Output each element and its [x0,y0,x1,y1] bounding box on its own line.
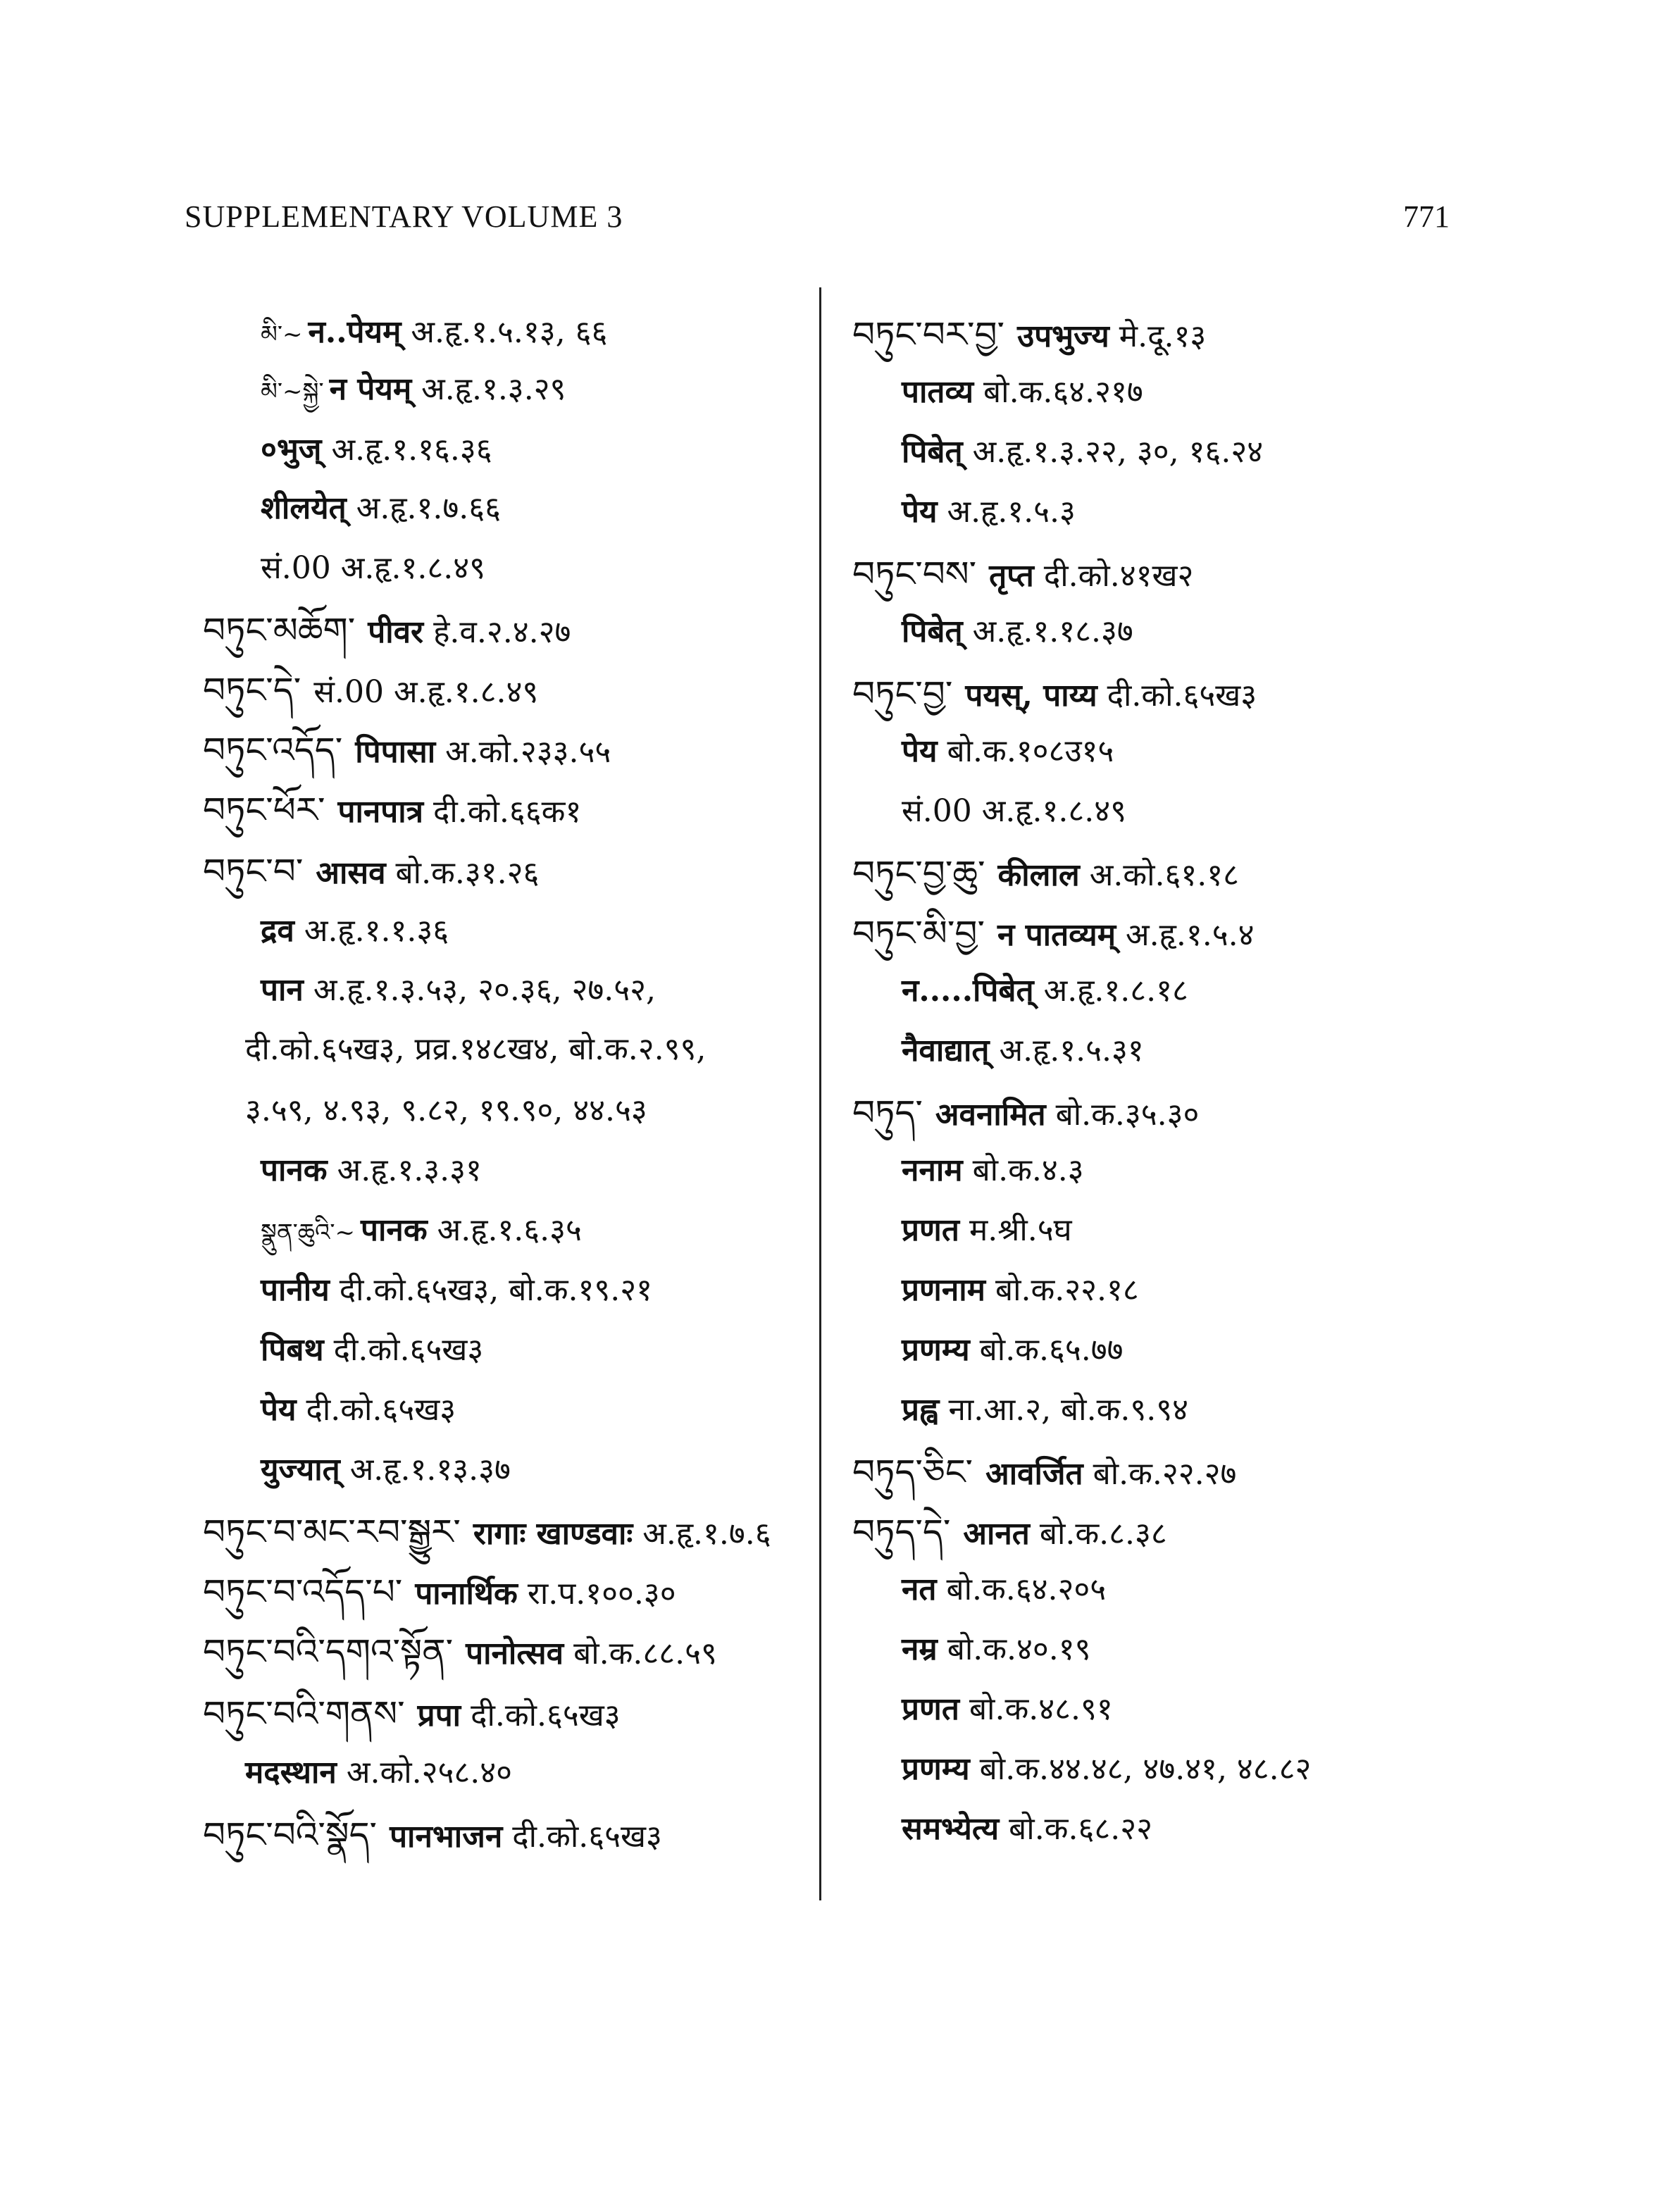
dictionary-entry [852,673,1257,714]
source-reference: बो.क.१०८उ१५ [947,733,1114,769]
tibetan-headword: བཏུང་བྱ་ [852,673,953,714]
dictionary-entry [902,1392,1188,1428]
source-reference: दी.को.६५ख३ [471,1698,621,1733]
source-reference: बो.क.३५.३० [1055,1097,1200,1133]
sanskrit-equivalent: मदस्थान [245,1755,337,1791]
sanskrit-equivalent: पीवर [368,614,424,650]
source-reference: बो.क.२२.२७ [1093,1456,1237,1492]
sanskrit-equivalent: न पातव्यम् [997,917,1116,953]
sanskrit-equivalent: प्रणत [902,1691,959,1727]
dictionary-entry [902,1152,1084,1188]
sanskrit-equivalent: शीलयेत् [261,490,347,526]
sanskrit-equivalent: पेय [261,1392,297,1428]
source-reference: अ.हृ.१.३.५३, २०.३६, २७.५२, [313,972,657,1008]
sanskrit-equivalent: नत [902,1571,937,1607]
source-reference: सं.00 अ.हृ.१.८.४९ [313,674,539,710]
sanskrit-equivalent: न पेयम् [329,371,412,407]
dictionary-entry [852,1092,1200,1133]
dictionary-entry [902,374,1143,410]
source-reference: ना.आ.२, बो.क.९.९४ [948,1392,1188,1428]
source-reference: अ.को.२३३.५५ [445,734,611,770]
dictionary-entry [902,793,1126,829]
dictionary-entry [261,550,485,586]
source-reference: बो.क.४४.४८, ४७.४१, ४८.८२ [979,1751,1312,1787]
dictionary-entry [852,853,1239,894]
tibetan-headword: བཏུང་ཕོར་ [203,790,325,830]
dictionary-entry [203,610,571,651]
source-reference: बो.क.४८.९१ [969,1691,1113,1727]
sanskrit-equivalent: पानक [361,1212,428,1248]
sanskrit-equivalent: पिबेत् [902,614,963,649]
dictionary-entry [261,314,608,350]
sanskrit-equivalent: पयस्, पाय्य [965,678,1097,714]
dictionary-entry [203,1571,676,1612]
dictionary-entry [902,1272,1139,1308]
dictionary-entry [261,1452,511,1488]
source-reference: रा.प.१००.३० [527,1576,676,1612]
dictionary-entry [261,490,502,526]
source-reference: अ.हृ.१.१३.३७ [349,1452,511,1488]
dictionary-entry [261,1212,582,1248]
dictionary-entry [203,1631,717,1672]
sanskrit-equivalent: पिबथ [261,1332,324,1368]
tibetan-headword: མི་~ [261,320,303,349]
sanskrit-equivalent: नैवाद्यात् [902,1033,990,1069]
source-reference: बो.क.८८.५९ [573,1636,717,1671]
tibetan-headword: བཏུང་བས་ [852,554,977,594]
tibetan-headword: བཏུང་བའི་གནས་ [203,1693,405,1734]
source-reference: बो.क.६५.७७ [979,1332,1124,1368]
sanskrit-equivalent: न..पेयम् [308,314,402,350]
dictionary-entry [261,1272,653,1308]
dictionary-entry [203,1514,771,1550]
dictionary-entry [245,1031,707,1067]
dictionary-entry [902,616,1133,647]
column-divider [819,287,821,1900]
tibetan-headword: སྣུན་ཆུའི་~ [261,1219,356,1247]
tibetan-headword: བཏུང་བར་བྱ་ [852,314,1005,355]
sanskrit-equivalent: तृप्त [989,558,1034,594]
tibetan-headword: བཏུང་བྱ་ཆུ་ [852,853,985,894]
source-reference: बो.क.६८.२२ [1009,1811,1152,1847]
source-reference: बो.क.४.३ [972,1152,1084,1188]
tibetan-headword: བཏུང་དེ་ [203,670,301,711]
sanskrit-equivalent: नम्र [902,1631,938,1667]
source-reference: बो.क.८.३८ [1039,1516,1167,1552]
dictionary-entry [261,972,657,1008]
dictionary-entry [902,1033,1144,1069]
source-reference: म.श्री.५घ [969,1212,1072,1248]
source-reference: अ.हृ.१.१.३६ [304,913,449,949]
source-reference: सं.00 अ.हृ.१.८.४९ [902,793,1126,829]
sanskrit-equivalent: ०भुज् [261,432,322,468]
sanskrit-equivalent: ननाम [902,1152,963,1188]
source-reference: बो.क.६४.२१७ [983,374,1143,410]
dictionary-entry [261,1332,484,1368]
sanskrit-equivalent: आसव [316,855,386,891]
sanskrit-equivalent: पेय [902,494,938,530]
tibetan-headword: བཏུད་ཅིང་ [852,1452,973,1493]
sanskrit-equivalent: पानभाजन [390,1819,503,1855]
dictionary-entry [261,1152,482,1188]
source-reference: दी.को.६५ख३ [306,1392,456,1428]
source-reference: सं.00 अ.हृ.१.८.४९ [261,550,485,586]
tibetan-headword: བཏུང་འདོད་ [203,730,343,771]
source-reference: अ.हृ.१.७.६ [642,1516,771,1552]
tibetan-headword: བཏུང་བའི་སྣོད་ [203,1814,378,1855]
running-header: SUPPLEMENTARY VOLUME 3 [185,199,623,234]
source-reference: अ.हृ.१.१६.३६ [331,432,492,468]
source-reference: बो.क.३१.२६ [395,855,540,891]
sanskrit-equivalent: पानपात्र [337,794,423,830]
source-reference: दी.को.६५ख३ [333,1332,484,1368]
dictionary-entry [203,1814,662,1855]
sanskrit-equivalent: पानीय [261,1272,330,1308]
dictionary-entry [902,733,1114,769]
tibetan-headword: བཏུང་བ་མང་རབ་སྒྱུར་ [203,1512,461,1552]
dictionary-entry [852,1514,1167,1550]
source-reference: अ.को.६१.१८ [1089,857,1239,893]
dictionary-entry [902,434,1264,470]
sanskrit-equivalent: प्रणनाम [902,1272,985,1308]
sanskrit-equivalent: पिबेत् [902,434,963,470]
source-reference: दी.को.६५ख३, प्रव्र.१४८ख४, बो.क.२.९९, [245,1031,707,1067]
source-reference: बो.क.४०.१९ [947,1631,1091,1667]
source-reference: ३.५९, ४.९३, ९.८२, १९.९०, ४४.५३ [245,1092,647,1128]
source-reference: अ.हृ.१.५.३ [947,494,1076,530]
sanskrit-equivalent: पानोत्सव [466,1636,564,1671]
dictionary-entry [902,1631,1091,1667]
tibetan-headword: བཏུང་བ་ [203,851,304,892]
source-reference: हे.व.२.४.२७ [433,614,571,650]
dictionary-entry [203,851,540,892]
sanskrit-equivalent: पानक [261,1152,328,1188]
sanskrit-equivalent: प्रणम्य [902,1332,970,1368]
dictionary-entry [852,556,1193,592]
source-reference: अ.हृ.१.६.३५ [437,1212,582,1248]
dictionary-entry [852,1452,1237,1493]
dictionary-entry [902,1811,1152,1847]
sanskrit-equivalent: रागाः खाण्डवाः [473,1516,633,1552]
source-reference: अ.हृ.१.७.६६ [356,490,502,526]
source-reference: मे.दू.१३ [1119,318,1207,354]
sanskrit-equivalent: पेय [902,733,938,769]
tibetan-headword: བཏུང་བ་འདོད་པ་ [203,1571,403,1612]
dictionary-entry [852,314,1207,355]
source-reference: अ.को.२५८.४० [346,1755,513,1791]
dictionary-entry [902,1571,1107,1607]
source-reference: दी.को.६५ख३ [512,1819,662,1855]
dictionary-entry [203,792,581,828]
tibetan-headword: བཏུད་ [852,1092,923,1133]
sanskrit-equivalent: प्रणत [902,1212,959,1248]
source-reference: अ.हृ.१.८.१८ [1043,973,1188,1009]
sanskrit-equivalent: प्रणम्य [902,1751,970,1787]
source-reference: अ.हृ.१.३.२२, ३०, १६.२४ [972,434,1264,470]
source-reference: बो.क.२२.१८ [995,1272,1139,1308]
sanskrit-equivalent: प्रपा [417,1698,461,1733]
tibetan-headword: བཏུང་བའི་དགའ་སྟོན་ [203,1631,454,1672]
source-reference: अ.हृ.१.५.३१ [999,1033,1144,1069]
source-reference: दी.को.६६क१ [433,794,582,830]
source-reference: अ.हृ.१.३.३१ [337,1152,482,1188]
source-reference: अ.हृ.१.१८.३७ [972,614,1133,649]
sanskrit-equivalent: पान [261,972,304,1008]
dictionary-entry [245,1755,513,1791]
source-reference: दी.को.४१ख२ [1043,558,1194,594]
tibetan-headword: བཏུང་མཆོག་ [203,610,356,651]
sanskrit-equivalent: न.....पिबेत् [902,973,1034,1009]
dictionary-entry [261,913,449,949]
dictionary-entry [902,973,1188,1009]
dictionary-entry [261,432,492,468]
source-reference: बो.क.६४.२०५ [946,1571,1107,1607]
sanskrit-equivalent: कीलाल [997,857,1080,893]
sanskrit-equivalent: अवनामित [935,1097,1046,1133]
tibetan-headword: མི་~སྐྱེ་ [261,378,324,406]
dictionary-entry [203,1693,621,1734]
sanskrit-equivalent: पानार्थिक [415,1576,518,1612]
dictionary-entry [902,1212,1072,1248]
tibetan-headword: བཏུང་མི་བྱ་ [852,913,985,954]
tibetan-headword: བཏུད་དེ་ [852,1512,951,1552]
sanskrit-equivalent: द्रव [261,913,294,949]
dictionary-entry [203,670,539,711]
source-reference: अ.हृ.१.५.१३, ६६ [411,314,608,350]
sanskrit-equivalent: प्रह्व [902,1392,939,1428]
sanskrit-equivalent: पातव्य [902,374,974,410]
sanskrit-equivalent: पिपासा [355,734,436,770]
dictionary-entry [245,1092,647,1128]
dictionary-entry [902,1751,1312,1787]
sanskrit-equivalent: आनत [963,1516,1030,1552]
source-reference: अ.हृ.१.५.४ [1126,917,1255,953]
dictionary-entry [203,730,611,771]
dictionary-entry [902,1691,1113,1727]
dictionary-entry [261,371,566,407]
source-reference: दी.को.६५ख३, बो.क.१९.२१ [339,1272,653,1308]
sanskrit-equivalent: उपभुज्य [1017,318,1109,354]
source-reference: अ.हृ.१.३.२९ [421,371,566,407]
sanskrit-equivalent: आवर्जित [985,1456,1083,1492]
sanskrit-equivalent: युज्यात् [261,1452,340,1488]
dictionary-entry [261,1392,456,1428]
sanskrit-equivalent: समभ्येत्य [902,1811,1000,1847]
dictionary-entry [852,913,1255,954]
page-number: 771 [1403,199,1450,234]
dictionary-entry [902,494,1076,530]
dictionary-entry [902,1332,1124,1368]
source-reference: दी.को.६५ख३ [1107,678,1257,714]
